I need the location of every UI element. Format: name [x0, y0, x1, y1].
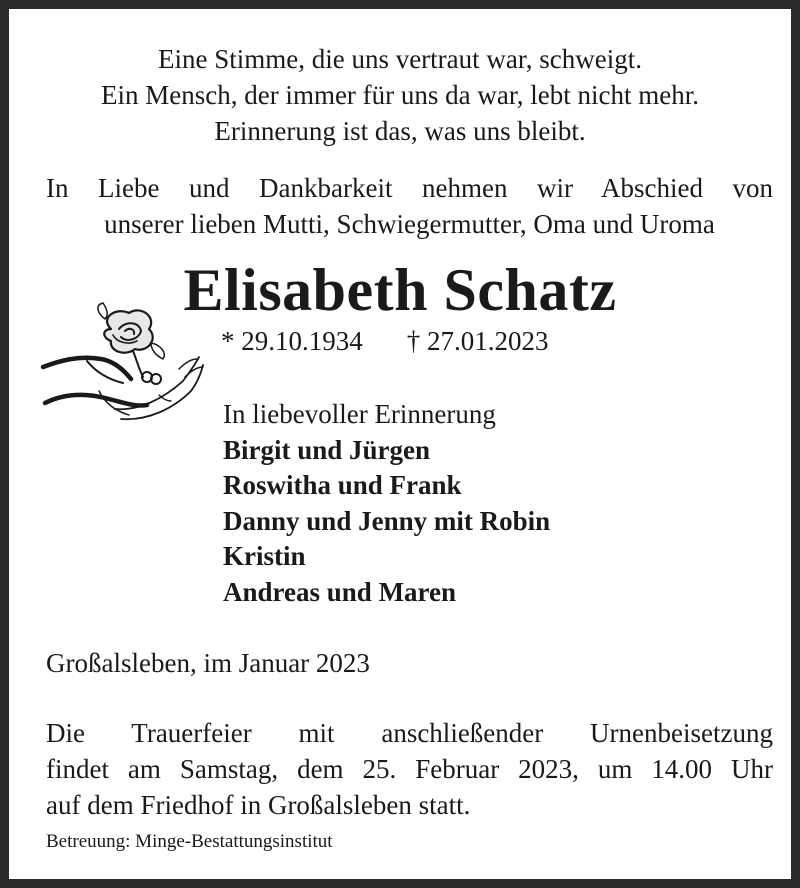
intro-line-1: In Liebe und Dankbarkeit nehmen wir Abschied von [46, 173, 773, 203]
mourner-name: Danny und Jenny mit Robin [223, 505, 551, 536]
funeral-line-1: Die Trauerfeier mit anschließender Urnenbeisetzung [46, 718, 773, 748]
rose-in-hands-icon [39, 299, 209, 439]
poem-line-2: Ein Mensch, der immer für uns da war, lebt nicht mehr. [100, 80, 699, 110]
death-date: † 27.01.2023 [406, 326, 549, 356]
life-dates [221, 323, 549, 359]
mourner-name: Roswitha und Frank [223, 470, 462, 500]
funeral-line-2: findet am Samstag, dem 25. Februar 2023, um 14.00 Uhr [46, 754, 773, 784]
poem-line-1: Eine Stimme, die uns vertraut war, schweigt. [157, 44, 643, 74]
mourner-name: Kristin [223, 541, 306, 571]
funeral-line-3: auf dem Friedhof in Großalsleben statt. [46, 790, 471, 820]
mourner-name: Birgit und Jürgen [223, 434, 431, 465]
mourners-block [223, 397, 550, 610]
funeral-home-credit: Betreuung: Minge-Bestattungsinstitut [46, 831, 333, 852]
funeral-notice [46, 715, 773, 823]
intro-line-2: unserer lieben Mutti, Schwiegermutter, Oma und Uroma [104, 209, 715, 239]
mourners-heading: In liebevoller Erinnerung [223, 399, 496, 429]
intro-text [46, 170, 773, 242]
poem-line-3: Erinnerung ist das, was uns bleibt. [214, 116, 586, 146]
poem [9, 41, 791, 149]
deceased-name: Elisabeth Schatz [183, 257, 617, 323]
mourner-name: Andreas und Maren [223, 576, 457, 607]
birth-date: * 29.10.1934 [221, 326, 363, 356]
place-and-date: Großalsleben, im Januar 2023 [46, 648, 370, 678]
